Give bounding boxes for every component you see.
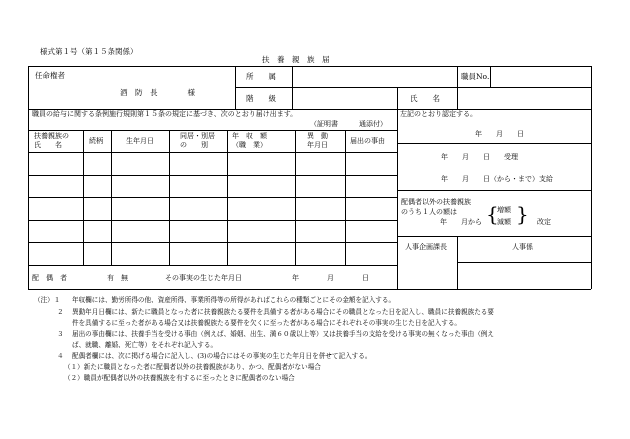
table-row[interactable] (29, 243, 396, 264)
hr-staff-label: 人事係 (512, 243, 533, 251)
table-row[interactable] (29, 221, 396, 241)
dept-label: 所 属 (246, 72, 276, 81)
note-number: （注）１ (34, 296, 61, 304)
note-text: ば、就職、離婚、死亡等）をそれぞれ記入する。 (72, 341, 218, 349)
brace-right-icon: } (516, 202, 529, 226)
brace-left-icon: { (486, 202, 499, 226)
note-text: 配偶者欄には、次に掲げる場合に記入し、(3)の場合にはその事実の生じた年月日を併せて記入する。 (72, 352, 372, 360)
note-text: （２）職員が配偶者以外の扶養親族を有するに至ったときに配偶者のない場合 (64, 374, 295, 382)
note-text: （１）新たに職員となった者に配偶者以外の扶養親族があり、かつ、配偶者がない場合 (64, 363, 321, 371)
staff-no-label: 職員No. (461, 72, 490, 81)
decrease-option[interactable]: 減額 (497, 218, 511, 226)
col-reason: 届出の事由 (350, 137, 385, 145)
name-label: 氏 名 (410, 94, 440, 103)
non-spouse-line2: のうち１人の額は (401, 208, 457, 216)
col-income-line2: （職 業） (232, 141, 267, 149)
note-text: 年収欄には、勤労所得の他、資産所得、事業所得等の所得があればこれらの種類ごとにその金額を記入する。 (72, 296, 396, 304)
received-line: 年 月 日 受理 (441, 153, 518, 161)
table-row[interactable] (29, 198, 396, 219)
hr-manager-label: 人事企画課長 (405, 243, 447, 251)
staff-no-field[interactable] (491, 67, 590, 86)
event-date-label: その事実の生じた年月日 (165, 274, 242, 282)
proof-note: （証明書 通添付） (310, 120, 387, 128)
rank-label: 階 級 (246, 94, 276, 103)
note-number: ２ (57, 308, 64, 316)
note-number: ４ (57, 352, 64, 360)
note-text: 届出の事由欄には、扶養手当を受ける事由（例えば、婚姻、出生、満６０歳以上等）又は扶養手当の支給を受ける事実の無くなった事由（例え (72, 330, 494, 338)
rank-field[interactable] (293, 88, 396, 108)
note-text: 異動年月日欄には、新たに職員となった者に扶養親族たる要件を具備する者がある場合にその職員となった日を記入し、職員に扶養親族たる要 (72, 308, 494, 316)
col-change-line2: 年月日 (307, 141, 328, 149)
note-text: 件を具備するに至った者がある場合又は扶養親族たる要件を欠くに至った者がある場合にそれぞれその事実の生じた日を記入する。 (72, 319, 462, 327)
event-date-value: 年 月 日 (292, 274, 369, 282)
certify-date: 年 月 日 (475, 130, 524, 138)
note-number: ３ (57, 330, 64, 338)
col-income-line1: 年 収 額 (232, 132, 267, 140)
increase-option[interactable]: 増額 (497, 206, 511, 214)
col-dependent-line1: 扶養親族の (34, 132, 69, 140)
intro-text: 職員の給与に関する条例施行規則第１５条の規定に基づき、次のとおり届け出ます。 (32, 110, 298, 118)
col-cohab-line1: 同居・別居 (180, 132, 215, 140)
appointer-label: 任命権者 (35, 71, 65, 80)
col-relation: 続柄 (89, 137, 103, 145)
form-number: 様式第１号（第１５条関係） (40, 47, 138, 56)
col-cohab-line2: の 別 (180, 141, 208, 149)
spouse-status[interactable]: 有 無 (107, 274, 128, 282)
year-month-from: 年 月から (440, 218, 482, 226)
table-row[interactable] (29, 153, 396, 174)
non-spouse-line1: 配偶者以外の扶養親族 (401, 198, 471, 206)
table-row[interactable] (29, 176, 396, 196)
spouse-label: 配 偶 者 (32, 274, 67, 282)
name-field[interactable] (458, 88, 590, 108)
dept-field[interactable] (293, 67, 456, 86)
col-birthdate: 生年月日 (126, 137, 154, 145)
appointer-name: 酒 防 長 様 (120, 88, 195, 97)
col-dependent-line2: 氏 名 (34, 141, 62, 149)
revision-label: 改定 (537, 218, 551, 226)
payment-line: 年 月 日（から・まで）支給 (441, 175, 553, 183)
col-change-line1: 異 動 (307, 132, 328, 140)
form-title: 扶 養 親 族 届 (262, 55, 330, 64)
certify-text: 左記のとおり認定する。 (400, 110, 477, 118)
